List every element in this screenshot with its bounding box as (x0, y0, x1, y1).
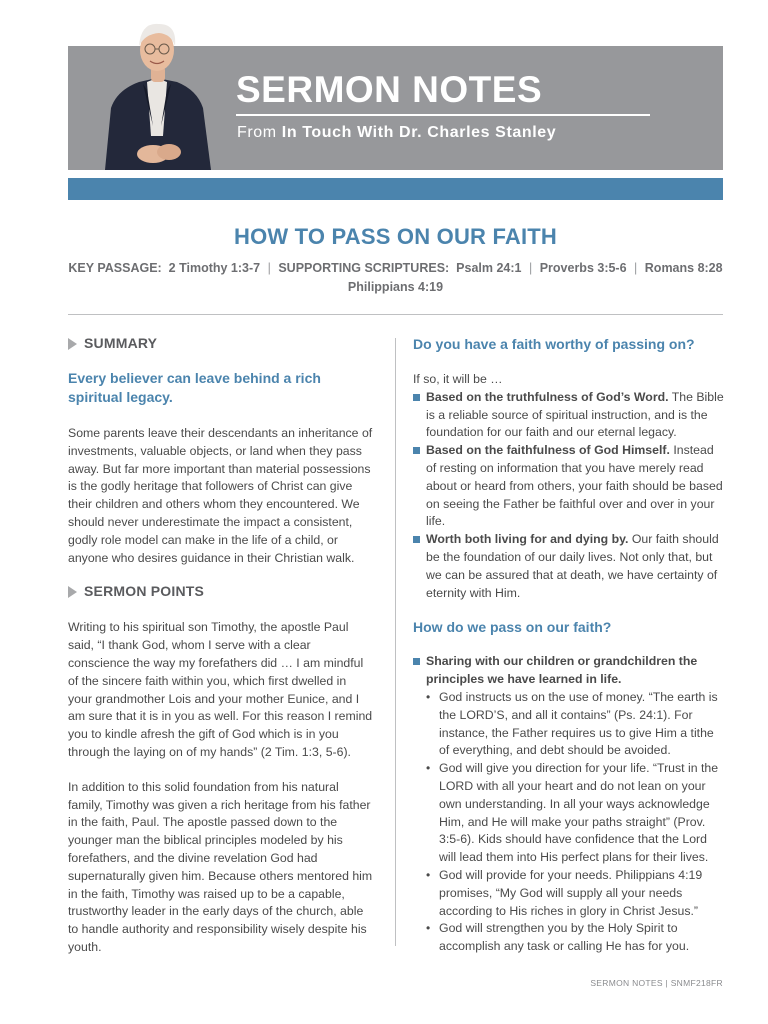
square-bullet-icon (413, 447, 420, 454)
worthy-heading: Do you have a faith worthy of passing on? (413, 336, 695, 352)
sermon-points-para-2: In addition to this solid foundation from his natural family, Timothy was given a rich heritage from his father in the faith, Paul. The apostle passed down to the younger man the biblical principles modeled by his forefathers, and the divine revelation God had supernaturally given him. Because others mentored him in the faith, Timothy was raised up to be a capable, trustworthy leader in the early days of the church, able to handle authority and responsibility wisely despite his youth. (68, 779, 373, 954)
triangle-icon (68, 586, 77, 598)
footer-code: SERMON NOTES | SNMF218FR (590, 978, 723, 988)
accent-bar (68, 178, 723, 200)
scripture-references (68, 259, 723, 297)
speaker-portrait (93, 16, 219, 170)
right-column (413, 334, 725, 956)
sub-bullet-text: God will strengthen you by the Holy Spirit to accomplish any task or calling He has for you. (439, 921, 690, 954)
summary-body: Some parents leave their descendants an inheritance of investments, valuable objects, or land when they pass away. But far more important than material possessions is the godly heritage that followers of Christ can give their children and others whom they encountered. We should never underestimate the impact a consistent, godly role model can make in the life of a child, or anyone who desires guidance in their Christian walk. (68, 426, 373, 565)
item-lead: Worth both living for and dying by. (426, 532, 629, 547)
sermon-points-heading-text: SERMON POINTS (84, 583, 205, 600)
header-subtitle (237, 124, 556, 142)
worthy-intro: If so, it will be … (413, 372, 503, 386)
list-item (413, 442, 725, 531)
program-name: In Touch With Dr. Charles Stanley (281, 124, 557, 141)
item-text: Our faith should be the foundation of our daily lives. Not only that, but we can be assured that at death, we have certainty of eternity with Him. (426, 532, 719, 600)
separator: | (634, 261, 638, 275)
square-bullet-icon (413, 394, 420, 401)
item-lead: Based on the faithfulness of God Himself. (426, 443, 670, 458)
summary-heading (68, 334, 373, 354)
sermon-points-heading (68, 582, 373, 602)
item-lead: Based on the truthfulness of God’s Word. (426, 389, 669, 404)
list-item (413, 531, 725, 602)
list-item (413, 653, 725, 689)
sub-bullet (413, 689, 725, 760)
left-column (68, 334, 373, 957)
sub-bullet-text: God will give you direction for your life. “Trust in the LORD with all your heart and do not lean on your own understanding. In all your ways acknowledge Him, and He will make your paths straight” (Prov. 3:5-6). Kids should have confidence that the Lord will lead them into His perfect plans for their lives. (439, 761, 719, 865)
supporting-ref: Psalm 24:1 (456, 261, 522, 275)
key-passage-label: KEY PASSAGE: (68, 261, 162, 275)
list-item (413, 389, 725, 442)
square-bullet-icon (413, 658, 420, 665)
separator: | (528, 261, 533, 275)
supporting-ref: Proverbs 3:5-6 (539, 261, 627, 275)
supporting-label: SUPPORTING SCRIPTURES: (278, 261, 450, 275)
sermon-points-para-1: Writing to his spiritual son Timothy, the apostle Paul said, “I thank God, whom I serve with a clear conscience the way my forefathers did … I am mindful of the sincere faith within you, which first dwelled in your grandmother Lois and your mother Eunice, and I am sure that it is in you as well. For this reason I remind you to kindle afresh the gift of God which is in you through the laying on of my hands” (2 Tim. 1:3, 5-6). (68, 620, 373, 759)
summary-heading-text: SUMMARY (84, 335, 158, 352)
bullet-dot-icon: • (426, 761, 431, 776)
item-text: The Bible is a reliable source of spiritual instruction, and is the foundation for our faith and our eternal legacy. (426, 389, 724, 440)
sub-bullet-text: God will provide for your needs. Philippians 4:19 promises, “My God will supply all your needs according to His riches in glory in Christ Jesus.” (439, 867, 703, 918)
sub-bullet (413, 920, 725, 956)
square-bullet-icon (413, 536, 420, 543)
pass-on-heading: How do we pass on our faith? (413, 619, 612, 636)
sub-bullet-text: God instructs us on the use of money. “The earth is the LORD’S, and all it contains” (Ps. 24:1). For instance, the Father requires us to give Him a tithe of everything, and debt should be avoided. (439, 689, 718, 758)
header-from: From (237, 124, 282, 141)
bullet-dot-icon: • (426, 867, 431, 882)
sub-bullet-list (413, 689, 725, 956)
key-passage-ref: 2 Timothy 1:3-7 (168, 261, 261, 275)
header-divider (236, 114, 650, 116)
supporting-ref: Romans 8:28 (644, 261, 723, 275)
triangle-icon (68, 338, 77, 350)
column-divider (395, 338, 396, 946)
sermon-title: HOW TO PASS ON OUR FAITH (234, 224, 557, 249)
sub-bullet (413, 760, 725, 867)
item-text: Instead of resting on information that you have merely read about or heard from others, your faith should be based on seeing the Father be faithful over and over in your life. (426, 443, 723, 529)
bullet-dot-icon: • (426, 689, 431, 704)
sub-bullet (413, 867, 725, 920)
separator: | (267, 261, 271, 275)
bullet-dot-icon: • (426, 921, 431, 936)
divider (68, 314, 723, 315)
supporting-ref: Philippians 4:19 (347, 280, 444, 294)
summary-lede: Every believer can leave behind a rich spiritual legacy. (68, 370, 321, 405)
header-title: SERMON NOTES (236, 69, 543, 110)
item-lead: Sharing with our children or grandchildren the principles we have learned in life. (426, 654, 698, 687)
